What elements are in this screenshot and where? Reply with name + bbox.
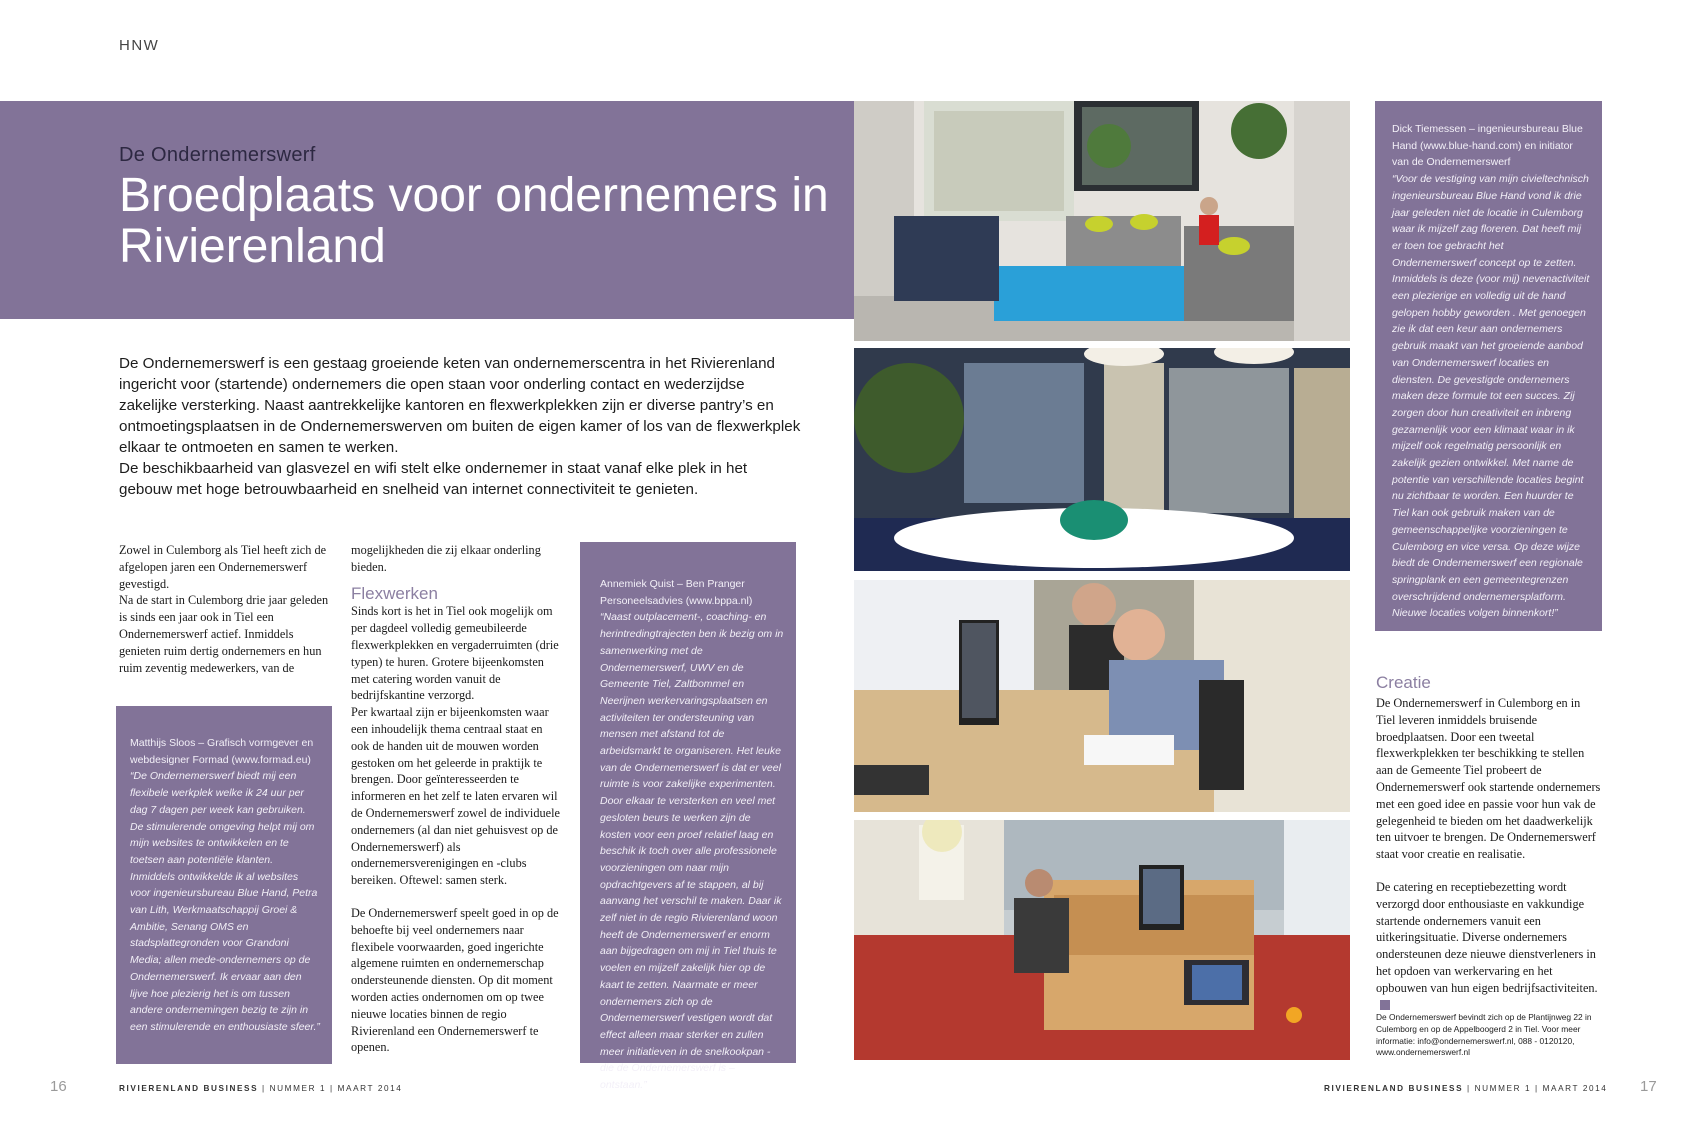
- folio-date: MAART 2014: [337, 1084, 403, 1093]
- photo-lounge: [854, 101, 1350, 341]
- folio-issue: NUMMER 1: [1474, 1084, 1532, 1093]
- page-number-left: 16: [50, 1078, 67, 1095]
- quote-box-matthijs-sloos: [116, 706, 332, 1064]
- body-paragraph-text: De catering en receptiebezetting wordt verzorgd door enthousiaste en vakkundige startende ondernemers vanuit een uitkeringsituatie. Diverse ondernemers ondersteunen deze nieuwe dienstverleners in het opdoen van werkervaring en het opbouwen van hun eigen bedrijfsactiviteiten.: [1376, 879, 1598, 995]
- folio-issue: NUMMER 1: [269, 1084, 327, 1093]
- section-tag: HNW: [119, 37, 160, 54]
- contact-footnote: De Ondernemerswerf bevindt zich op de Plantijnweg 22 in Culemborg en op de Appelboogerd 2 in Tiel. Voor meer informatie: info@ondernemerswerf.nl, 088 - 0120120, www.ondernemerswerf.nl: [1376, 1012, 1592, 1058]
- end-mark-icon: [1380, 1000, 1390, 1010]
- intro-paragraph: De Ondernemerswerf is een gestaag groeiende keten van ondernemerscentra in het Rivierenland ingericht voor (startende) ondernemers die open staan voor onderling contact en wederzijdse zakelijke versterking. Naast aantrekkelijke kantoren en flexwerkplekken zijn er diverse pantry’s en ontmoetingsplaatsen in de Ondernemerswerven om buiten de eigen kamer of los van de flexwerkplek elkaar te ontmoeten en samen te werken.: [119, 355, 801, 456]
- folio-publication: RIVIERENLAND BUSINESS: [1324, 1084, 1464, 1093]
- article-title: Broedplaats voor ondernemers in Rivierenland: [119, 169, 829, 273]
- body-paragraph: Na de start in Culemborg drie jaar geleden is sinds een jaar ook in Tiel een Ondernemerswerf actief. Inmiddels genieten ruim dertig ondernemers en hun ruim zeventig medewerkers, van de: [119, 593, 329, 675]
- body-paragraph: mogelijkheden die zij elkaar onderling bieden.: [351, 543, 541, 574]
- quote-box-dick-tiemessen: [1375, 101, 1602, 631]
- quote-attribution: Annemiek Quist – Ben Pranger Personeelsadvies (www.bppa.nl): [600, 578, 753, 607]
- quote-attribution: Matthijs Sloos – Grafisch vormgever en webdesigner Formad (www.formad.eu): [130, 737, 314, 766]
- quote-box-annemiek-quist: [580, 542, 796, 1092]
- body-column-2: [351, 542, 563, 1056]
- folio-publication: RIVIERENLAND BUSINESS: [119, 1084, 259, 1093]
- folio-left: [119, 1084, 402, 1093]
- folio-separator: |: [1534, 1084, 1539, 1093]
- body-paragraph: De Ondernemerswerf speelt goed in op de behoefte bij veel ondernemers naar flexibele voorwaarden, goed ingerichte algemene ruimten en ondernemerschap ondersteunende diensten. Op dit moment worden acties ondernomen om op twee nieuwe locaties binnen de regio Rivierenland een Ondernemerswerf te openen.: [351, 905, 559, 1055]
- body-paragraph: Zowel in Culemborg als Tiel heeft zich de afgelopen jaren een Ondernemerswerf gevestigd.: [119, 543, 327, 591]
- body-column-3: [1376, 695, 1602, 1013]
- folio-right: [1324, 1084, 1607, 1093]
- quote-text: “Voor de vestiging van mijn civieltechnisch ingenieursbureau Blue Hand vond ik drie jaar geleden niet de locatie in Culemborg waar ik mijzelf zag floreren. Dat heeft mij er toen toe gebracht het Ondernemerswerf concept op te zetten. Inmiddels is deze (voor mij) nevenactiviteit een plezierige en volledig uit de hand gelopen hobby geworden . Met genoegen zie ik dat een keur aan ondernemers gebruik maakt van het groeiende aanbod van Ondernemerswerf locaties en diensten. De gevestigde ondernemers maken deze formule tot een succes. Zij zorgen door hun creativiteit en inbreng gezamenlijk voor een klimaat waar in ik mijzelf ook regelmatig persoonlijk en zakelijk gezien ontwikkel. Met name de potentie van verschillende locaties begint nu zichtbaar te worden. Een huurder te Tiel kan ook gebruik maken van de gemeenschappelijke voorzieningen te Culemborg en vice versa. Op deze wijze biedt de Ondernemerswerf een regionale springplank en een gemeentegrenzen overschrijdend ondernemersplatform. Nieuwe locaties volgen binnenkort!”: [1392, 173, 1590, 620]
- subheading-flexwerken: Flexwerken: [351, 583, 438, 603]
- photo-reception: [854, 820, 1350, 1060]
- folio-separator: |: [1467, 1084, 1471, 1093]
- photo-office-desk: [854, 580, 1350, 812]
- intro-text: [119, 353, 804, 500]
- folio-separator: |: [262, 1084, 266, 1093]
- page-number-right: 17: [1640, 1078, 1657, 1095]
- hero-kicker: De Ondernemerswerf: [119, 144, 316, 166]
- quote-text: “De Ondernemerswerf biedt mij een flexibele werkplek welke ik 24 uur per dag 7 dagen per week kan gebruiken. De stimulerende omgeving helpt mij om mijn websites te ontwikkelen en te toetsen aan potentiële klanten. Inmiddels ontwikkelde ik al websites voor ingenieursbureau Blue Hand, Petra van Lith, Werkmaatschappij Groei & Ambitie, Senang OMS en stadsplattegronden voor Grandoni Media; allen mede-ondernemers op de Ondernemerswerf. Ik ervaar aan den lijve hoe plezierig het is om tussen andere ondernemingen bezig te zijn in een stimulerende en enthousiaste sfeer.”: [130, 770, 320, 1033]
- quote-attribution: Dick Tiemessen – ingenieursbureau Blue Hand (www.blue-hand.com) en initiator van de Ondernemerswerf: [1392, 123, 1583, 169]
- intro-paragraph: De beschikbaarheid van glasvezel en wifi stelt elke ondernemer in staat vanaf elke plek in het gebouw met hoge betrouwbaarheid en snelheid van internet connectiviteit te genieten.: [119, 460, 748, 498]
- folio-date: MAART 2014: [1542, 1084, 1608, 1093]
- quote-text: “Naast outplacement-, coaching- en herintredingtrajecten ben ik bezig om in samenwerking met de Ondernemerswerf, UWV en de Gemeente Tiel, Zaltbommel en Neerijnen werkervaringsplaatsen en activiteiten ter ondersteuning van mensen met afstand tot de arbeidsmarkt te organiseren. Het leuke van de Ondernemerswerf is dat er veel ruimte is voor zakelijke experimenten. Door elkaar te versterken en veel met gesloten beurs te werken zijn de kosten voor een proef relatief laag en beschik ik toch over alle professionele voorzieningen om naar mijn opdrachtgevers af te stappen, al bij aanvang het verschil te maken. Daar ik zelf niet in de regio Rivierenland woon heeft de Ondernemerswerf er enorm aan bijgedragen om mij in Tiel thuis te voelen en mijzelf zakelijk hier op de kaart te zetten. Naarmate er meer ondernemers zich op de Ondernemerswerf vestigen wordt dat effect alleen maar sterker en zullen meer initiatieven in de snelkookpan - die de Ondernemerswerf is – ontstaan.”: [600, 611, 784, 1092]
- folio-separator: |: [329, 1084, 334, 1093]
- body-paragraph: De Ondernemerswerf in Culemborg en in Tiel leveren inmiddels bruisende broedplaatsen. Door een tweetal flexwerkplekken ter beschikking te stellen aan de Gemeente Tiel probeert de Ondernemerswerf ook startende ondernemers met een goed idee en passie voor hun vak de gelegenheid te bieden om het daadwerkelijk ten uitvoer te brengen. De Ondernemerswerf staat voor creatie en realisatie.: [1376, 696, 1601, 862]
- body-paragraph: Sinds kort is het in Tiel ook mogelijk om per dagdeel volledig gemeubileerde flexwerkplekken en vergaderruimten (drie typen) te huren. Grotere bijeenkomsten met catering worden vanuit de bedrijfskantine verzorgd.: [351, 604, 559, 703]
- body-paragraph: [1376, 879, 1602, 1013]
- photo-meeting-room: [854, 348, 1350, 571]
- subheading-creatie: Creatie: [1376, 673, 1431, 692]
- body-column-1: [119, 542, 332, 676]
- body-paragraph: Per kwartaal zijn er bijeenkomsten waar een inhoudelijk thema centraal staat en ook de handen uit de mouwen worden gestoken om het geleerde in praktijk te brengen. Door geïnteresseerden te informeren en het zelf te laten ervaren wil de Ondernemerswerf zowel de individuele ondernemers (al dan niet gehuisvest op de Ondernemerswerf) als ondernemersverenigingen en -clubs bereiken. Oftewel: samen sterk.: [351, 705, 560, 888]
